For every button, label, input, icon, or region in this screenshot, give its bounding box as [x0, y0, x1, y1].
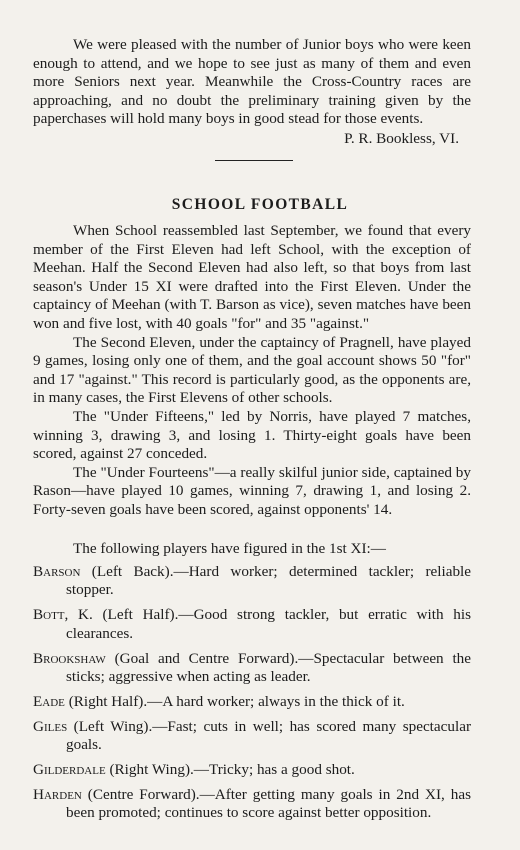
player-detail: (Left Back).—Hard worker; determined tackler; reliable stopper. [66, 563, 471, 599]
report-paragraph: The "Under Fourteens"—a really skilful junior side, captained by Rason—have played 10 games, winning 7, drawing 1, and losing 2. Forty-seven goals have been scored, against opponents' 14. [33, 463, 471, 518]
player-name: Giles [33, 717, 68, 735]
intro-paragraph: We were pleased with the number of Junior boys who were keen enough to attend, and we hope to see just as many of them and even more Seniors next year. Meanwhile the Cross-Country races are approaching, and no doubt the preliminary training given by the paperchases will hold many boys in good stead for those events. [33, 36, 471, 128]
player-name: Barson [33, 563, 81, 580]
player-name: Eade [33, 692, 65, 710]
player-entry [33, 786, 471, 823]
report-paragraph: When School reassembled last September, we found that every member of the First Eleven had left School, with the exception of Meehan. Half the Second Eleven had also left, so that boys from last season's Under 15 XI were drafted into the First Eleven. Under the captaincy of Meehan (with T. Barson as vice), seven matches have been won and five lost, with 40 goals "for" and 35 "against." [33, 222, 471, 332]
report-paragraph: The Second Eleven, under the captaincy of Pragnell, have played 9 games, losing only one of them, and the goal account shows 50 "for" and 17 "against." This record is particularly good, as the opponents are, in many cases, the First Elevens of other schools. [33, 333, 471, 407]
player-entry [33, 606, 471, 643]
player-entry [33, 761, 471, 779]
players-intro: The following players have figured in the 1st XI:— [73, 540, 386, 557]
intro-section [33, 36, 471, 149]
player-name: Gilderdale [33, 761, 106, 779]
player-detail: (Goal and Centre Forward).—Spectacular between the sticks; aggressive when acting as leader. [66, 649, 471, 686]
player-entry [33, 693, 471, 711]
player-entry [33, 563, 471, 600]
report-paragraph: The "Under Fifteens," led by Norris, have played 7 matches, winning 3, drawing 3, and losing 1. Thirty-eight goals have been scored, against 27 conceded. [33, 407, 471, 463]
section-title: SCHOOL FOOTBALL [171, 196, 349, 213]
player-name: Brookshaw [33, 649, 106, 667]
section-divider [215, 160, 293, 161]
player-detail: (Right Half).—A hard worker; always in the thick of it. [64, 692, 405, 710]
player-detail: (Right Wing).—Tricky; has a good shot. [105, 761, 355, 779]
player-name: Harden [33, 786, 82, 804]
football-report [33, 222, 471, 520]
player-detail: , K. (Left Half).—Good strong tackler, but erratic with his clearances. [64, 606, 471, 642]
author-signature: P. R. Bookless, VI. [344, 129, 459, 147]
player-detail: (Left Wing).—Fast; cuts in well; has scored many spectacular goals. [66, 717, 471, 754]
player-entry [33, 650, 471, 687]
player-name: Bott [33, 606, 65, 624]
player-detail: (Centre Forward).—After getting many goals in 2nd XI, has been promoted; continues to score against better opposition. [66, 786, 471, 822]
player-entry [33, 718, 471, 755]
player-list [33, 563, 471, 829]
